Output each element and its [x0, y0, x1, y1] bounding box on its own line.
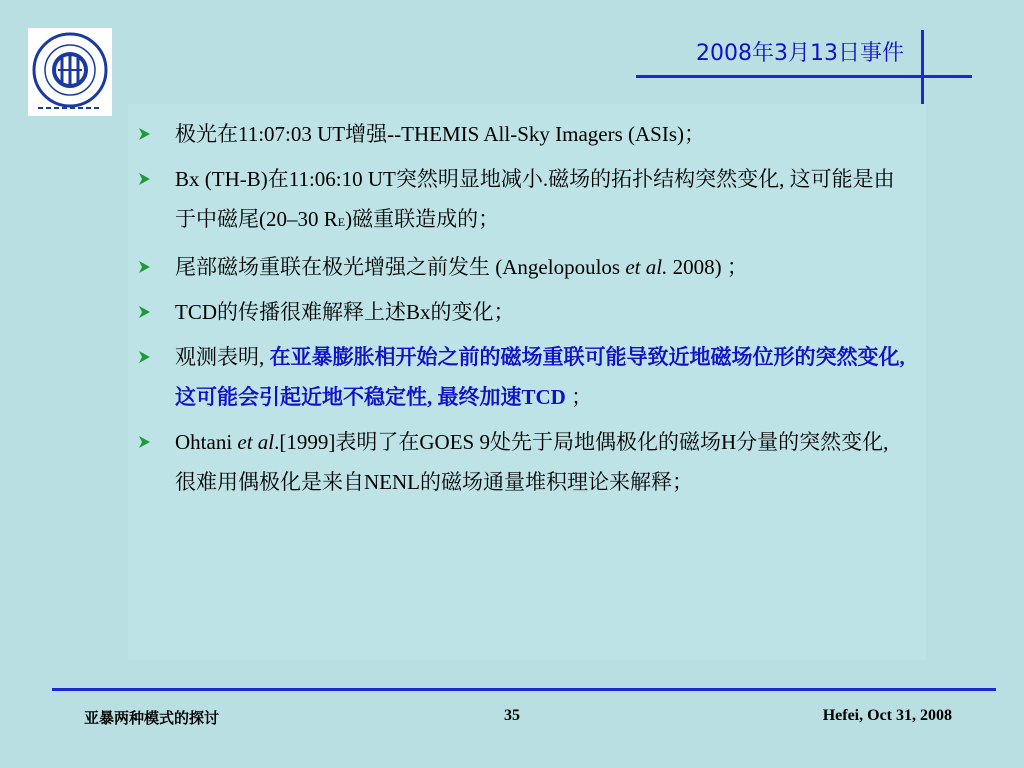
bullet-emphasis: et al. — [625, 255, 668, 279]
slide-title: 2008年3月13日事件 — [696, 41, 904, 66]
university-seal-icon — [28, 28, 112, 116]
bullet-text: 极光在11:07:03 UT增强--THEMIS All-Sky Imagers (ASIs)； — [175, 122, 706, 146]
bullet-text: 2008) ； — [667, 255, 748, 279]
bullet-item — [135, 159, 905, 242]
bullet-item — [135, 292, 905, 332]
footer-topic: 亚暴两种模式的探讨 — [84, 709, 220, 727]
arrow-bullet-icon — [137, 337, 159, 377]
bullet-text: Ohtani — [175, 430, 238, 454]
bullet-text: )磁重联造成的； — [345, 207, 500, 231]
arrow-bullet-icon — [137, 114, 159, 154]
arrow-bullet-icon — [137, 159, 159, 199]
footer-divider — [52, 688, 996, 691]
highlighted-text: 在亚暴膨胀相开始之前的磁场重联可能导致近地磁场位形的突然变化, 这可能会引起近地不稳定性, 最终加速TCD — [175, 345, 905, 409]
bullet-emphasis: et al — [237, 430, 275, 454]
bullet-text: ； — [565, 385, 593, 409]
page-number: 35 — [504, 707, 520, 724]
bullet-text: Bx (TH-B)在11:06:10 UT突然明显地减小.磁场的拓扑结构突然变化, 这可能是由于中磁尾(20–30 R — [175, 167, 895, 231]
arrow-bullet-icon — [137, 292, 159, 332]
bullet-text: .[1999]表明了在GOES 9处先于局地偶极化的磁场H分量的突然变化,很难用偶极化是来自NENL的磁场通量堆积理论来解释； — [175, 430, 889, 494]
bullet-subscript: E — [337, 215, 346, 229]
arrow-bullet-icon — [137, 247, 159, 287]
arrow-bullet-icon — [137, 422, 159, 462]
bullet-item — [135, 247, 905, 287]
bullet-item — [135, 337, 905, 417]
bullet-text: TCD的传播很难解释上述Bx的变化； — [175, 300, 515, 324]
footer-venue-date: Hefei, Oct 31, 2008 — [822, 707, 952, 724]
bullet-text: 尾部磁场重联在极光增强之前发生 (Angelopoulos — [175, 255, 626, 279]
bullet-item — [135, 114, 905, 154]
bullet-text: 观测表明, — [175, 345, 270, 369]
bullet-item — [135, 422, 905, 502]
university-logo — [28, 28, 112, 116]
bullet-list — [135, 114, 905, 507]
